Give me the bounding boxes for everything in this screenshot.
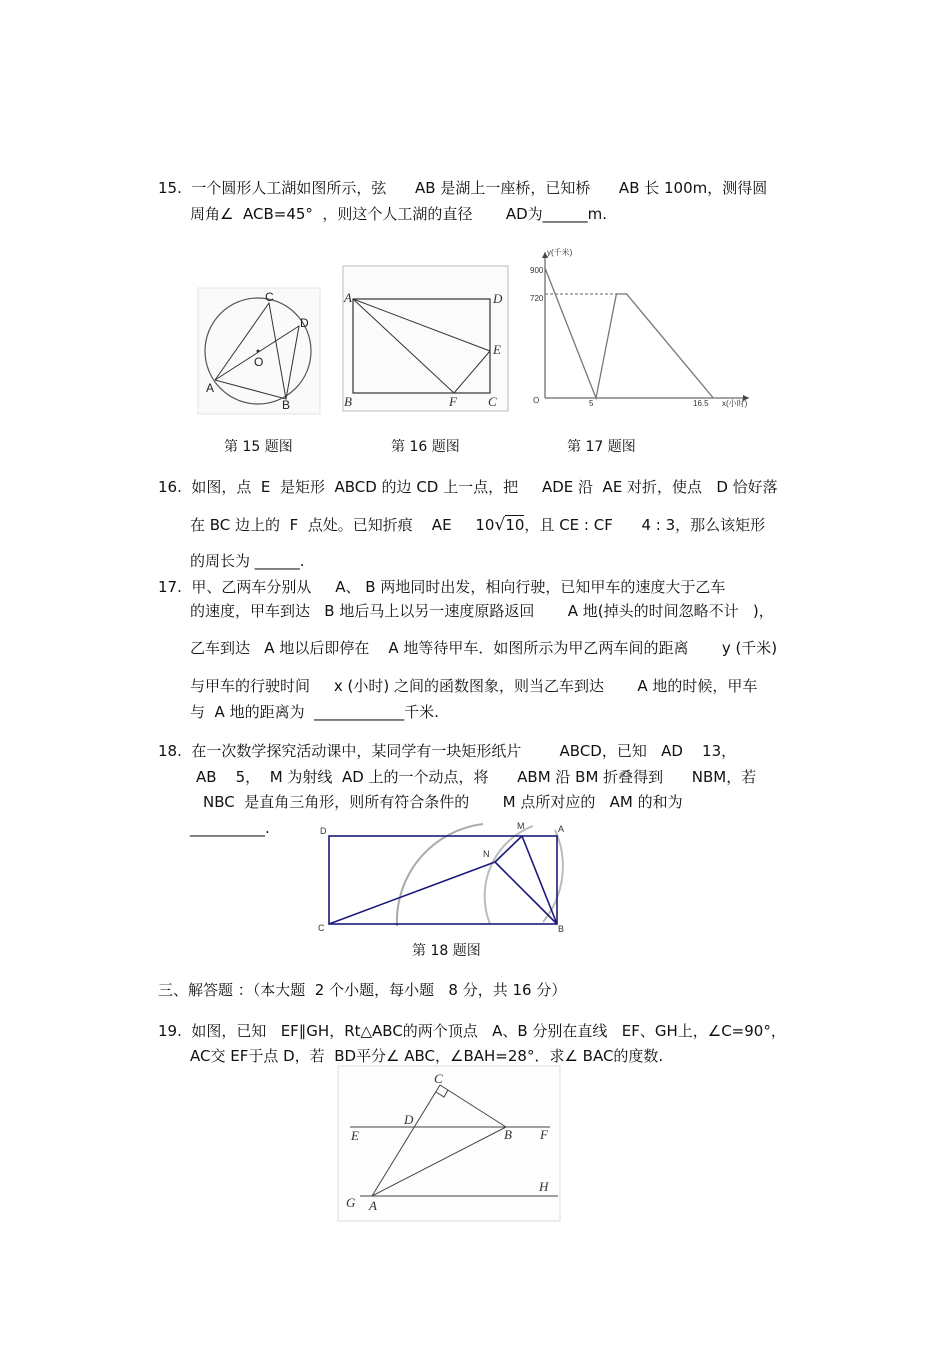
arc-right bbox=[543, 830, 563, 922]
sqrt-radicand: 10 bbox=[505, 516, 525, 534]
fig19-label-c: C bbox=[434, 1071, 443, 1086]
origin-label: O bbox=[533, 396, 540, 405]
fig18-label-a: A bbox=[558, 824, 565, 834]
q18-line3: NBC 是直角三角形，则所有符合条件的 M 点所对应的 AM 的和为 bbox=[203, 793, 683, 811]
x-tick-5: 5 bbox=[589, 399, 594, 408]
fig19-label-d: D bbox=[404, 1112, 414, 1127]
segment-nb bbox=[495, 862, 557, 924]
fig18-label-c: C bbox=[318, 923, 325, 933]
fig16-label-f: F bbox=[449, 394, 457, 409]
caption-fig18: 第 18 题图 bbox=[412, 943, 481, 959]
fig18-label-d: D bbox=[320, 826, 327, 836]
figure-15 bbox=[198, 288, 320, 414]
arc-large bbox=[397, 824, 483, 926]
y-tick-900: 900 bbox=[530, 266, 544, 275]
data-point bbox=[616, 293, 618, 295]
fig15-label-a: A bbox=[206, 381, 215, 395]
q17-line3: 乙车到达 A 地以后即停在 A 地等待甲车．如图所示为甲乙两车间的距离 y (千米) bbox=[190, 639, 778, 657]
caption-fig17: 第 17 题图 bbox=[567, 439, 636, 455]
data-point bbox=[595, 397, 597, 399]
fig16-label-e: E bbox=[493, 342, 501, 357]
fig19-label-f: F bbox=[540, 1127, 548, 1142]
fig15-label-c: C bbox=[265, 290, 274, 304]
q17-line4: 与甲车的行驶时间 x (小时) 之间的函数图象，则当乙车到达 A 地的时候，甲车 bbox=[190, 677, 758, 695]
x-tick-16-5: 16.5 bbox=[693, 399, 709, 408]
fig16-label-a: A bbox=[344, 290, 352, 305]
y-tick-720: 720 bbox=[530, 294, 544, 303]
q15-line1: 15. 一个圆形人工湖如图所示，弦 AB 是湖上一座桥，已知桥 AB 长 100m，测得圆 bbox=[158, 179, 768, 197]
fig16-label-d: D bbox=[493, 291, 503, 306]
x-axis-label: x(小时) bbox=[722, 399, 748, 408]
q18-line2: AB 5， M 为射线 AD 上的一个动点，将 ABM 沿 BM 折叠得到 NBM，若 bbox=[196, 768, 757, 786]
q16-line3: 的周长为 ______. bbox=[190, 552, 305, 570]
fig18-label-b: B bbox=[558, 924, 565, 934]
fig16-label-b: B bbox=[344, 394, 352, 409]
q16-line2 bbox=[190, 515, 765, 535]
q15-line2: 周角∠ ACB=45° ，则这个人工湖的直径 AD为______m. bbox=[190, 205, 608, 223]
y-axis-label: y(千米) bbox=[547, 248, 573, 257]
data-point bbox=[713, 397, 715, 399]
fig19-label-a: A bbox=[369, 1198, 377, 1213]
fig15-label-d: D bbox=[300, 316, 309, 330]
fig16-label-c: C bbox=[488, 394, 497, 409]
data-point bbox=[544, 267, 546, 269]
fig19-label-h: H bbox=[539, 1179, 549, 1194]
figure-17 bbox=[527, 246, 752, 412]
series-line bbox=[545, 268, 713, 398]
segment-mb bbox=[522, 836, 557, 924]
center-point bbox=[257, 350, 260, 353]
q17-line5: 与 A 地的距离为 ____________千米. bbox=[190, 703, 439, 721]
plot-area bbox=[542, 252, 749, 401]
q17-line1: 17. 甲、乙两车分别从 A、 B 两地同时出发，相向行驶，已知甲车的速度大于乙车 bbox=[158, 578, 726, 596]
fig18-label-m: M bbox=[517, 821, 525, 831]
q16-line2-start: 在 BC 边上的 F 点处。已知折痕 AE 10 bbox=[190, 516, 495, 534]
fig19-label-b: B bbox=[504, 1127, 512, 1142]
sqrt-sign: √ bbox=[494, 515, 506, 535]
figure-18 bbox=[315, 818, 570, 938]
q18-line1: 18. 在一次数学探究活动课中，某同学有一块矩形纸片 ABCD，已知 AD 13， bbox=[158, 742, 737, 760]
segment-cn bbox=[329, 862, 495, 924]
section-three-heading: 三、解答题 ：（本大题 2 个小题，每小题 8 分，共 16 分） bbox=[158, 981, 567, 999]
q19-line1: 19. 如图，已知 EF∥GH，Rt△ABC的两个顶点 A、B 分别在直线 EF、GH上，∠C=90°， bbox=[158, 1022, 786, 1040]
q19-line2: AC交 EF于点 D，若 BD平分∠ ABC，∠BAH=28°．求∠ BAC的度数. bbox=[190, 1047, 664, 1065]
q17-line2: 的速度，甲车到达 B 地后马上以另一速度原路返回 A 地(掉头的时间忽略不计 )， bbox=[190, 602, 774, 620]
q16-line2-end: ，且 CE : CF 4 : 3，那么该矩形 bbox=[524, 516, 766, 534]
fig19-label-e: E bbox=[351, 1128, 359, 1143]
figure-16 bbox=[343, 266, 508, 411]
fig15-label-o: O bbox=[254, 355, 264, 369]
q16-line1: 16. 如图，点 E 是矩形 ABCD 的边 CD 上一点，把 ADE 沿 AE 对折，使点 D 恰好落 bbox=[158, 478, 778, 496]
caption-fig16: 第 16 题图 bbox=[391, 439, 460, 455]
fig19-label-g: G bbox=[346, 1195, 356, 1210]
fig18-label-n: N bbox=[483, 849, 490, 859]
q18-line4: __________. bbox=[190, 819, 270, 837]
caption-fig15: 第 15 题图 bbox=[224, 439, 293, 455]
fig15-label-b: B bbox=[282, 398, 291, 412]
figure-19 bbox=[338, 1066, 560, 1221]
data-point bbox=[626, 293, 628, 295]
